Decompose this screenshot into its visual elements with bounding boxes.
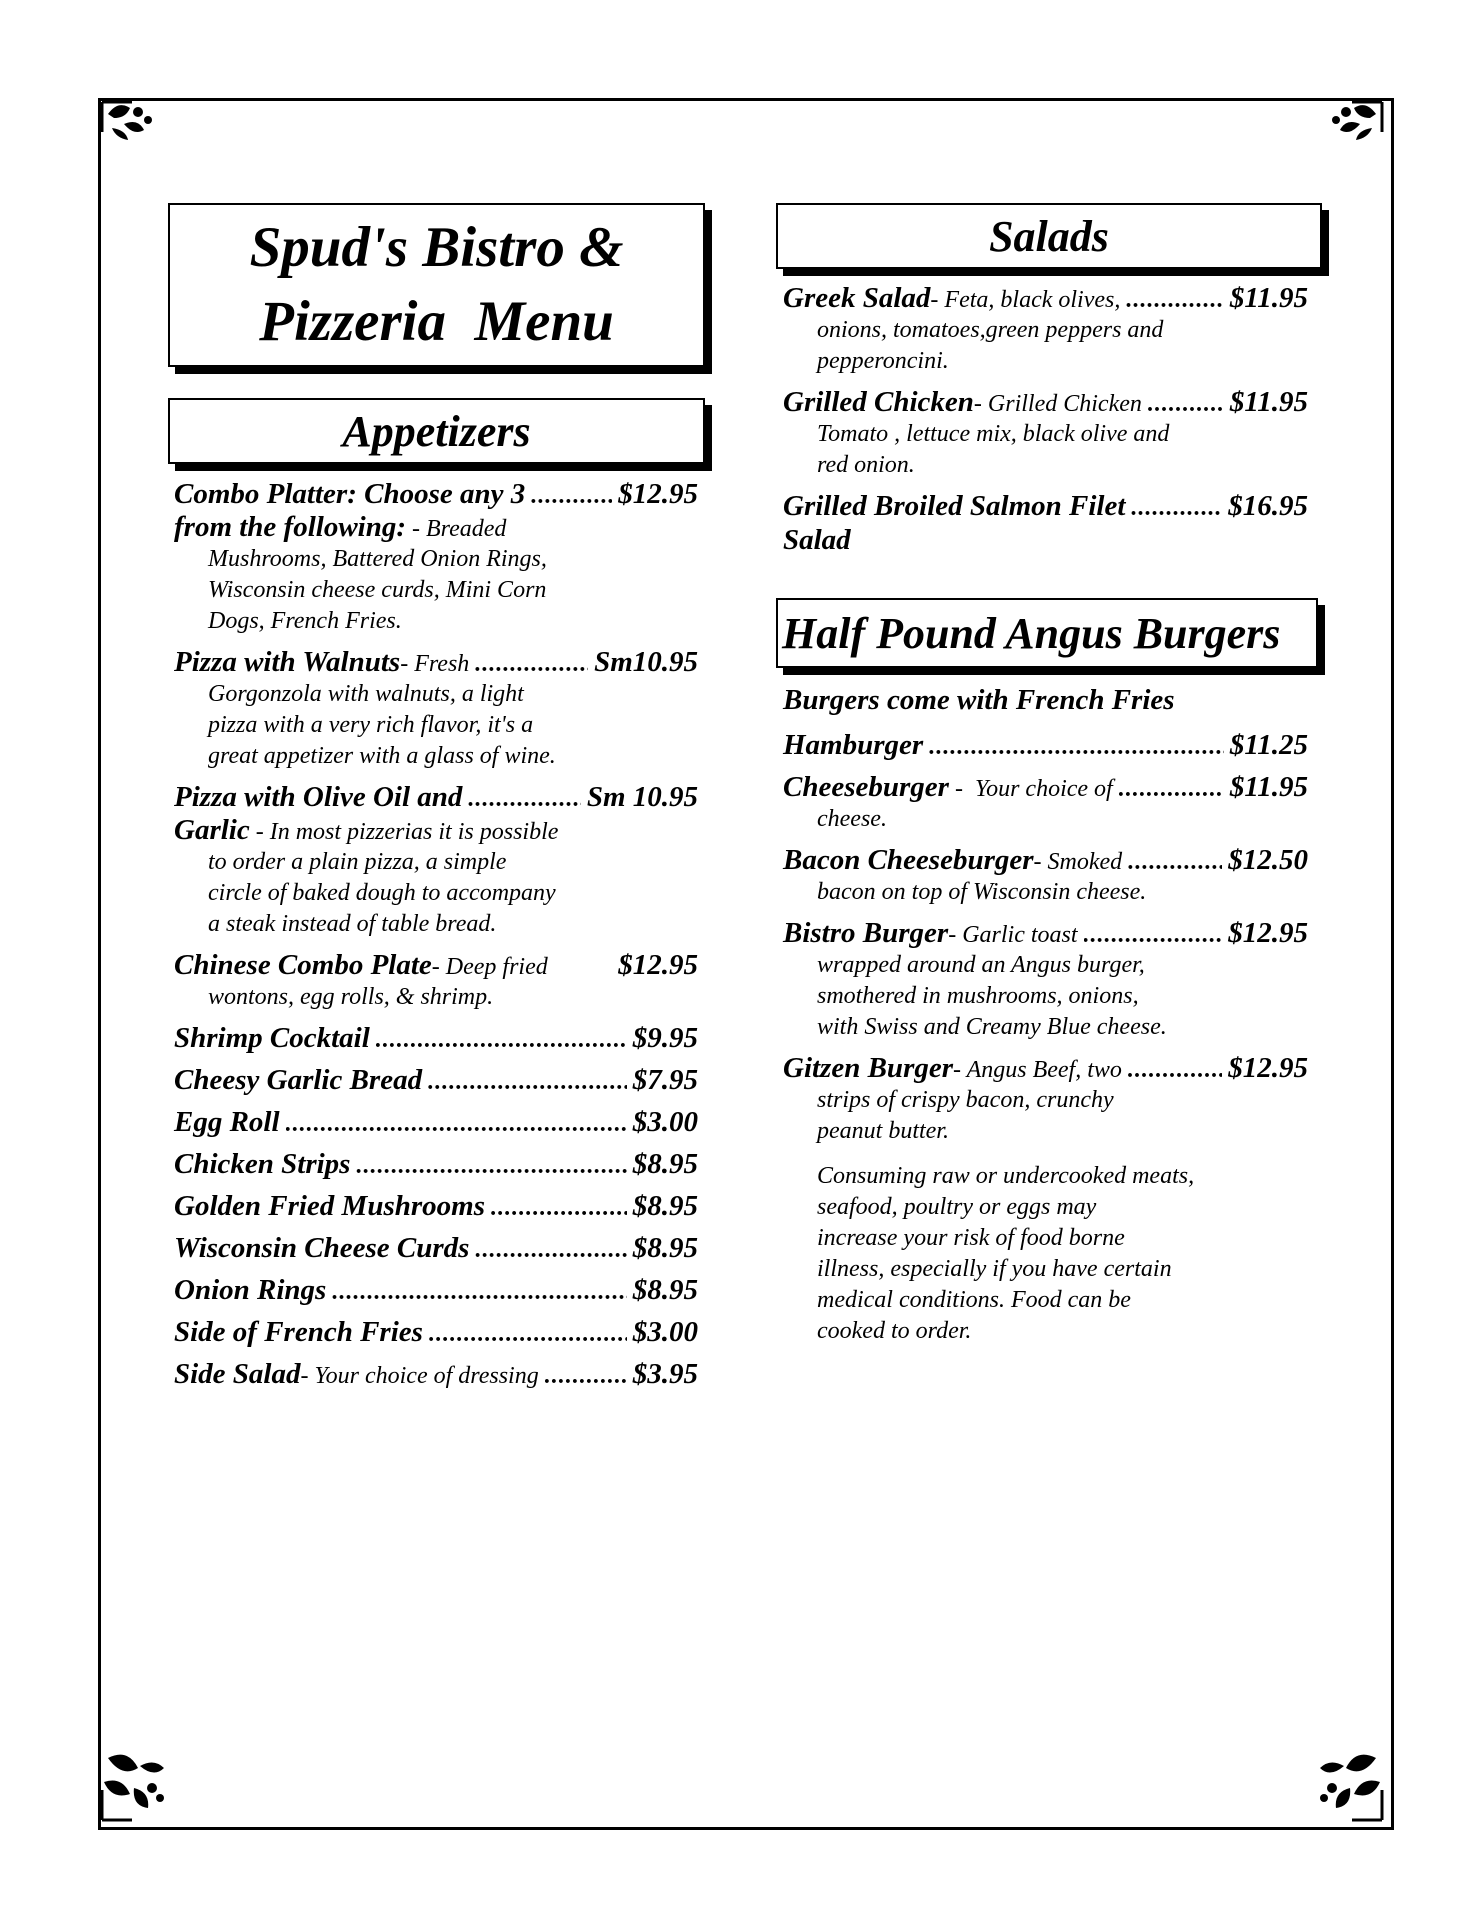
menu-item: Golden Fried Mushrooms ..... $8.95 — [174, 1190, 698, 1223]
ornament-bottom-left-icon — [94, 1738, 184, 1828]
menu-item: Shrimp Cocktail ..... $9.95 — [174, 1022, 698, 1055]
menu-title-line2: Pizzeria Menu — [259, 290, 614, 353]
menu-item: Grilled Chicken - Grilled Chicken ..... $11.95 Tomato , lettuce mix, black olive and red onion. — [783, 386, 1308, 481]
menu-item: Chicken Strips ..... $8.95 — [174, 1148, 698, 1181]
menu-item: Egg Roll ..... $3.00 — [174, 1106, 698, 1139]
menu-item: Chinese Combo Plate - Deep fried $12.95 wontons, egg rolls, & shrimp. — [174, 949, 698, 1010]
salads-heading: Salads — [776, 203, 1322, 269]
menu-item: Cheesy Garlic Bread ..... $7.95 — [174, 1064, 698, 1097]
appetizers-list — [174, 478, 698, 1400]
menu-item: Wisconsin Cheese Curds ..... $8.95 — [174, 1232, 698, 1265]
menu-item: Cheeseburger - Your choice of ..... $11.95 cheese. — [783, 771, 1308, 835]
menu-item: Onion Rings ..... $8.95 — [174, 1274, 698, 1307]
burgers-list — [783, 684, 1308, 1347]
menu-item: Side Salad - Your choice of dressing ..... $3.95 — [174, 1358, 698, 1391]
ornament-top-left-icon — [94, 94, 184, 184]
food-safety-notice: Consuming raw or undercooked meats, seafood, poultry or eggs may increase your risk of food borne illness, especially if you have certain medical conditions. Food can be cooked to order. — [817, 1163, 1195, 1344]
menu-item: Side of French Fries ..... $3.00 — [174, 1316, 698, 1349]
ornament-bottom-right-icon — [1300, 1738, 1390, 1828]
menu-item: Greek Salad - Feta, black olives, ..... $11.95 onions, tomatoes,green peppers and pepperoncini. — [783, 282, 1308, 377]
burgers-heading: Half Pound Angus Burgers — [776, 598, 1318, 668]
menu-item: Pizza with Olive Oil and ..... Sm 10.95 Garlic - In most pizzerias it is possible to order a plain pizza, a simple circle of baked dough to accompany a steak instead of table bread. — [174, 781, 698, 940]
appetizers-heading: Appetizers — [168, 398, 705, 464]
salads-list — [783, 282, 1308, 566]
burgers-subtitle: Burgers come with French Fries — [783, 684, 1175, 716]
menu-item: Pizza with Walnuts - Fresh ..... Sm10.95 Gorgonzola with walnuts, a light pizza with a very rich flavor, it's a great appetizer with a glass of wine. — [174, 646, 698, 772]
menu-item: Bacon Cheeseburger - Smoked ..... $12.50 bacon on top of Wisconsin cheese. — [783, 844, 1308, 908]
menu-title-line1: Spud's Bistro & — [249, 216, 624, 279]
menu-item: Grilled Broiled Salmon Filet ..... $16.95 Salad — [783, 490, 1308, 557]
menu-item: Gitzen Burger - Angus Beef, two ..... $12.95 strips of crispy bacon, crunchy peanut butter. — [783, 1052, 1308, 1147]
ornament-top-right-icon — [1300, 94, 1390, 184]
menu-item: Hamburger ..... $11.25 — [783, 729, 1308, 762]
menu-item: Bistro Burger - Garlic toast ..... $12.95 wrapped around an Angus burger, smothered in mushrooms, onions, with Swiss and Creamy Blue cheese. — [783, 917, 1308, 1043]
menu-title — [168, 203, 705, 367]
menu-item: Combo Platter: Choose any 3 ..... $12.95 from the following: - Breaded Mushrooms, Battered Onion Rings, Wisconsin cheese curds, Mini Corn Dogs, French Fries. — [174, 478, 698, 637]
